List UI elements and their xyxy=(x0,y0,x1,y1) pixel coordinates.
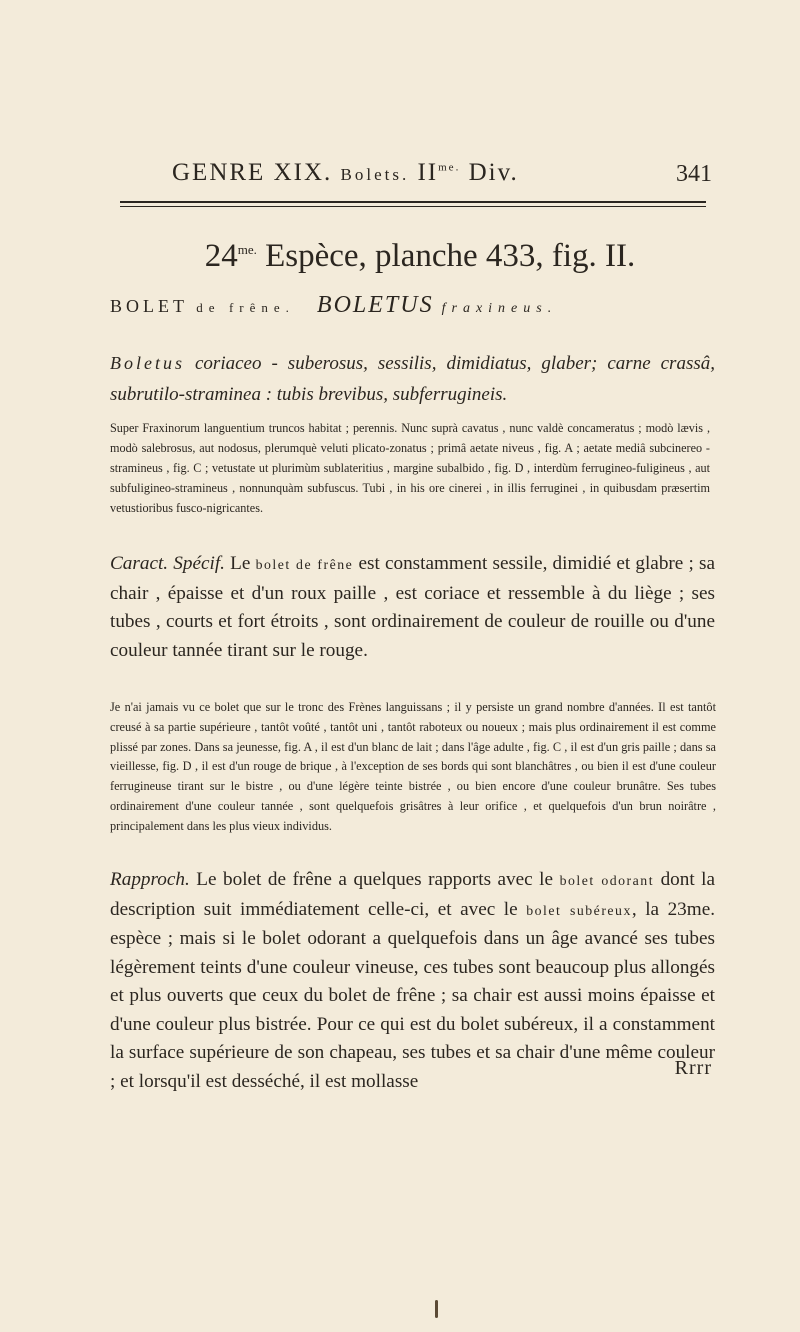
header-title xyxy=(172,159,519,187)
header-genre: GENRE XIX. xyxy=(172,159,333,186)
latin-diagnosis: Boletus coriaceo - suberosus, sessilis, dimidiatus, glaber; carne crassâ, subrutilo-straminea : tubis brevibus, subferrugineis. xyxy=(110,353,715,405)
rapprochement-paragraph: Rapproch. Le bolet de frêne a quelques rapports avec le bolet odorant dont la description suit immédiatement celle-ci, et avec le bolet subéreux, la 23me. espèce ; mais si le bolet odorant a quelquefois dans un âge avancé ses tubes légèrement teints d'une couleur vineuse, ces tubes sont beaucoup plus allongés et plus ouverts que ceux du bolet de frêne ; sa chair est aussi moins épaisse et d'une couleur plus bistrée. Pour ce qui est du bolet subéreux, il a constamment la surface supérieure de son chapeau, ses tubes et sa chair d'une même couleur ; et lorsqu'il est desséché, il est mollasse xyxy=(110,869,716,1092)
header-division: $II^{me.}$ Div. xyxy=(417,159,519,186)
specific-characters-paragraph: Caract. Spécif. Le bolet de frêne est constamment sessile, dimidié et glabre ; sa chair , épaisse et d'un roux paille , est coriace et ressemble à du liège ; ses tubes , courts et fort étroits , sont ordinairement de couleur de rouille ou d'une couleur tannée tirant sur le rouge. xyxy=(110,553,716,661)
signature-mark: Rrrr xyxy=(674,1057,712,1079)
rapproch-label: Rapproch. xyxy=(110,869,190,890)
species-name-line xyxy=(110,292,720,319)
latin-description: Super Fraxinorum languentium truncos habitat ; perennis. Nunc suprà cavatus , nunc valdè concameratus ; modò lævis , modò salebrosus, aut nodosus, plerumquè veluti plicato-zonatus ; primâ aetate niveus , fig. A ; aetate mediâ subcinereo - stramineus , fig. C ; vetustate ut plurimùm sublateritius , margine subalbido , fig. D , interdùm ferrugineo-fuligineus , aut subfuligineo-stramineus , nonnunquàm subfuscus. Tubi , in his ore cinerei , in illis ferruginei , in quibusdam præsertim vetustioribus fusco-nigricantes. xyxy=(110,421,710,515)
header-rule-thin xyxy=(120,206,706,207)
page-number: 341 xyxy=(676,161,712,187)
observation-paragraph: Je n'ai jamais vu ce bolet que sur le tronc des Frènes languissans ; il y persiste un grand nombre d'années. Il est tantôt creusé à sa partie supérieure , tantôt voûté , tantôt uni , tantôt raboteux ou noueux ; mais plus ordinairement il est comme plissé par zones. Dans sa jeunesse, fig. A , il est d'un blanc de lait ; dans l'âge adulte , fig. C , il est d'un gris paille ; dans sa vieillesse, fig. D , il est d'un rouge de brique , à l'exception de ses bords qui sont blanchâtres , ou bien il est d'une couleur ferrugineuse tirant sur le bistre , ou d'une légère teinte bistrée , ou bien encore d'une couleur brunâtre. Ses tubes ordinairement d'une couleur tannée , sont quelquefois grisâtres à leur orifice , et quelquefois d'un brun noirâtre , principalement dans les plus vieux individus. xyxy=(110,700,716,833)
running-header xyxy=(172,155,712,191)
species-title: $24^{me.}$ Espèce, planche 433, fig. II. xyxy=(204,238,636,274)
latin-name: BOLETUS fraxineus. xyxy=(316,292,558,318)
caract-label: Caract. Spécif. xyxy=(110,553,225,574)
header-rule-thick xyxy=(120,201,706,203)
french-name: BOLET de frêne. xyxy=(110,296,295,316)
header-bolets: Bolets. xyxy=(340,165,410,184)
page-blemish xyxy=(435,1300,438,1318)
